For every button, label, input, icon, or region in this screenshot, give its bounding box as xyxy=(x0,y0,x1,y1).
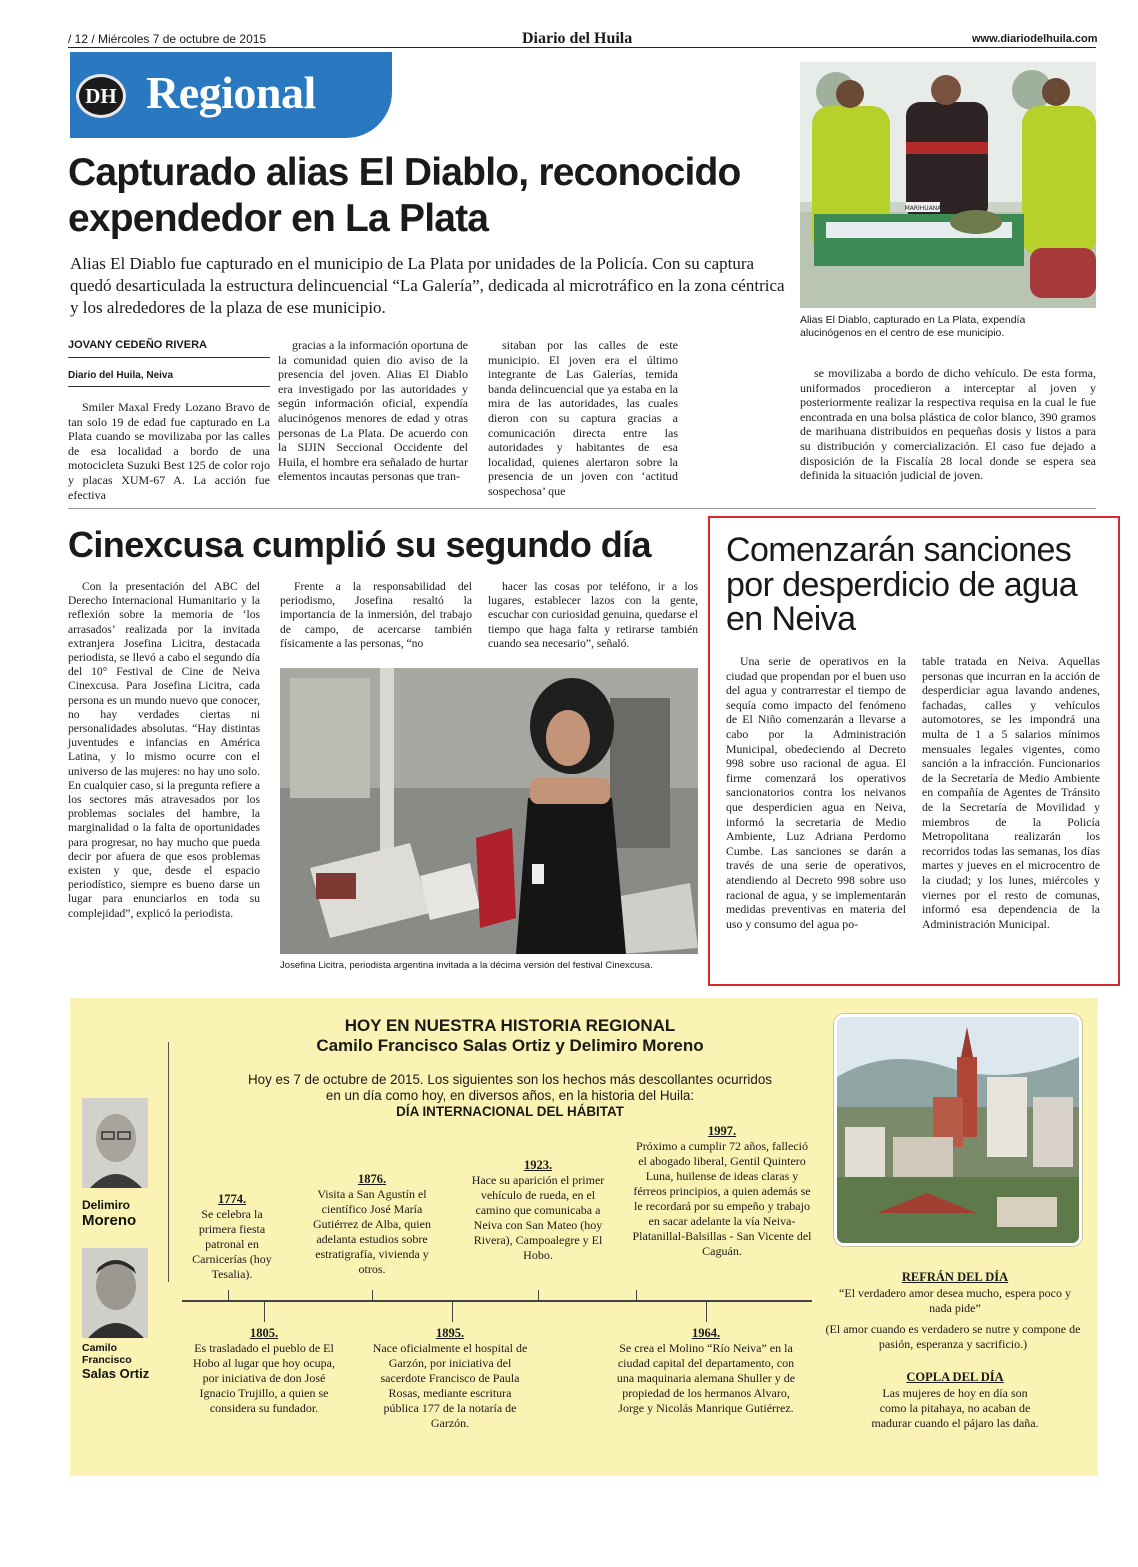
byline-rule-bottom xyxy=(68,386,270,387)
timeline-tick xyxy=(636,1290,637,1302)
timeline-tick xyxy=(706,1302,707,1322)
person2-last-name: Salas Ortiz xyxy=(82,1366,150,1381)
history-title: HOY EN NUESTRA HISTORIA REGIONAL Camilo Francisco Salas Ortiz y Delimiro Moreno xyxy=(200,1016,820,1056)
article-column-2: gracias a la información oportuna de la comunidad quien dio aviso de la presencia del joven. Alias El Diablo era investigado por las autoridades y según información oficial, expendía alucinógenos menores de edad y otras personas de La Plata. De acuerdo con la SIJIN Seccional Occidente del Huila, el hombre era señalado de hurtar elementos incautas personas que tran- xyxy=(278,338,468,484)
person1-first-name: Delimiro xyxy=(82,1198,131,1212)
history-event: 1997. Próximo a cumplir 72 años, falleció el abogado liberal, Gentil Quintero Luna, huilense de ideas claras y férreos principios, a quien además se le recordará por su empeño y trabajo en sacar adelante la vía Neiva-Platanillal-Balsillas - San Vicente del Caguán. xyxy=(632,1124,812,1258)
portrait-camilo-salas xyxy=(82,1248,148,1338)
photo-caption: Alias El Diablo, capturado en La Plata, expendía alucinógenos en el centro de ese municipio. xyxy=(800,314,1026,339)
timeline-tick xyxy=(538,1290,539,1302)
history-event: 1964. Se crea el Molino “Río Neiva” en la ciudad capital del departamento, con una maquinaria alemana Shuller y de propiedad de los hermanos Alvaro, Jorge y Nicolás Manrique Gutiérrez. xyxy=(616,1326,796,1415)
byline-place: Diario del Huila, Neiva xyxy=(68,370,174,381)
article-column-4: se movilizaba a bordo de dicho vehículo. De esta forma, uniformados procedieron a interceptar al joven y posteriormente realizar la respectiva requisa en la cual le fue encontrada en una bolsa plástica de color blanco, 390 gramos de marihuana distribuidos en pequeñas dosis y listos a para su distribución y comercialización. El caso fue dejado a disposición de la Fiscalía 28 local donde se espera sea definida la situación judicial de joven. xyxy=(800,366,1096,483)
cinexcusa-column-1: Con la presentación del ABC del Derecho Internacional Humanitario y la reflexión sobre la memoria de ‘los arrasados’ realizada por la invitada extranjera Josefina Licitra, destacada periodista, se llevó a cabo el segundo día del 10° Festival de Cine de Neiva Cinexcusa. Para Josefina Licitra, cada persona es un mundo nuevo que conocer, no hay verdades ciertas ni personalidades absolutas. “Hay distintas juventudes e infancias en América Latina, y lo mismo ocurre con el universo de las mujeres: no hay uno solo. En cualquier caso, si la pregunta refiere a los sectores más atravesados por los problemas sociales del hambre, la marginalidad o la falta de oportunidades para progresar, no hay mucho que pueda decir por afuera de que esos problemas existen y que, desde el espacio periodístico, siempre es bueno darse un lugar para enunciarlos en toda su complejidad”, explicó la periodista. xyxy=(68,580,260,920)
history-intro-bold: DÍA INTERNACIONAL DEL HÁBITAT xyxy=(396,1104,624,1119)
section-name: Regional xyxy=(146,67,316,118)
cinexcusa-headline: Cinexcusa cumplió su segundo día xyxy=(68,524,651,565)
article-lead: Alias El Diablo fue capturado en el municipio de La Plata por unidades de la Policía. Con su captura quedó desarticulada la estructura delincuencial “La Galería”, dedicada al microtráfico en la zona céntrica y los alrededores de la plaza de ese municipio. xyxy=(70,254,785,317)
history-event: 1895. Nace oficialmente el hospital de Garzón, por iniciativa del sacerdote Francisco de Paula Rosas, mediante escritura pública 177 de la notaría de Garzón. xyxy=(372,1326,528,1430)
masthead: Diario del Huila xyxy=(522,30,633,47)
article-column-3: sitaban por las calles de este municipio. El joven era el último integrante de Las Galerías, temida banda delincuencial que ya estaba en la mira de las autoridades, las cuales dieron con su captura gracias a comunicación directa entre las autoridades y habitantes de esa localidad, quienes alertaron sobre la presencia de un joven con ‘actitud sospechosa’ que xyxy=(488,338,678,498)
header-rule xyxy=(68,47,1096,48)
timeline-tick xyxy=(228,1290,229,1302)
site-url[interactable]: www.diariodelhuila.com xyxy=(972,33,1098,45)
timeline-tick xyxy=(452,1302,453,1322)
byline-rule xyxy=(68,357,270,358)
neiva-city-image xyxy=(837,1017,1079,1243)
history-event: 1923. Hace su aparición el primer vehículo de rueda, en el camino que comunicaba a Neiva con San Mateo (hoy Rivera), Campoalegre y El Hobo. xyxy=(471,1158,605,1262)
refran-note: (El amor cuando es verdadero se nutre y compone de pasión, esperanza y sacrificio.) xyxy=(825,1322,1081,1351)
cinexcusa-column-2: Frente a la responsabilidad del periodismo, Josefina resaltó la importancia de la inmersión, del trabajo de campo, de acercarse también físicamente a las personas, “no xyxy=(280,580,472,650)
refran-text: “El verdadero amor desea mucho, espera poco y nada pide” xyxy=(839,1286,1071,1315)
portrait-delimiro-moreno xyxy=(82,1098,148,1188)
timeline-tick xyxy=(264,1302,265,1322)
portrait-camilo-image xyxy=(82,1248,148,1338)
history-event: 1876. Visita a San Agustín el científico José María Gutiérrez de Alba, quien adelanta estudios sobre estratigrafía, vivienda y otros. xyxy=(313,1172,431,1276)
history-event: 1805. Es trasladado el pueblo de El Hobo al lugar que hoy ocupa, por iniciativa de don José Ignacio Trujillo, a quien se considera su fundador. xyxy=(193,1326,335,1415)
copla-title: COPLA DEL DÍA xyxy=(906,1370,1004,1384)
water-column-2: table tratada en Neiva. Aquellas personas que incurran en la acción de desperdiciar agua lavando andenes, fachadas, calles y vehículos automotores, se les impondrá una multa de 1 a 5 salarios mínimos mensuales legales vigentes, como sanción a la infracción. Funcionarios de la Secretaría de Medio Ambiente en compañía de Agentes de Tránsito de la Secretaría de Movilidad y miembros de la Policía Metropolitana realizarán los recorridos todas las semanas, los días martes y jueves en el microcentro de la ciudad; y los lunes, miércoles y viernes por el resto de comunas, informó esa dependencia de la Administración Municipal. xyxy=(922,654,1100,931)
article-headline: Capturado alias El Diablo, reconocido expendedor en La Plata xyxy=(68,151,741,240)
history-timeline xyxy=(182,1300,812,1302)
history-event: 1774. Se celebra la primera fiesta patronal en Carnicerías (hoy Tesalia). xyxy=(192,1192,272,1281)
person2-first-name: Camilo Francisco xyxy=(82,1342,132,1366)
journalist-photo-image xyxy=(280,668,698,954)
byline: JOVANY CEDEÑO RIVERA xyxy=(68,339,207,351)
article-column-1: Smiler Maxal Fredy Lozano Bravo de tan solo 19 de edad fue capturado en La Plata cuando se movilizaba por las calles de esa localidad a bordo de una motocicleta Suzuki Best 125 de color rojo y placas XUM-67 A. La acción fue efectiva xyxy=(68,400,270,502)
arrest-photo xyxy=(800,62,1096,308)
copla-text: Las mujeres de hoy en día son como la pitahaya, no acaban de madurar cuando el pájaro las daña. xyxy=(871,1386,1039,1430)
person1-last-name: Moreno xyxy=(82,1212,137,1229)
refran-title: REFRÁN DEL DÍA xyxy=(901,1270,1009,1284)
dh-logo: DH xyxy=(76,74,126,118)
water-column-1: Una serie de operativos en la ciudad que propendan por el buen uso del agua y contrarrestar el tiempo de sequía como impacto del fenómeno de El Niño comenzarán a llevarse a cabo por la Administración Municipal, obedeciendo al Decreto 998 sobre uso racional de agua. El firme comenzará los operativos sancionatorios contra los neivanos que desperdicien agua en Neiva, informó la secretaria de Medio Ambiente, Luz Adriana Perdomo Cumbe. Las sanciones se darán a través de una serie de operativos, atendiendo al Decreto 998 sobre uso racional de agua, y se implementarán medidas preventivas en materia del uso y consumo del agua po- xyxy=(726,654,906,931)
arrest-photo-image xyxy=(800,62,1096,308)
page-folio: / 12 / Miércoles 7 de octubre de 2015 xyxy=(68,32,267,46)
history-intro: Hoy es 7 de octubre de 2015. Los siguientes son los hechos más descollantes ocurridos en un día como hoy, en diversos años, en la historia del Huila: DÍA INTERNACIONAL DEL HÁBITAT xyxy=(247,1072,773,1119)
portrait-delimiro-image xyxy=(82,1098,148,1188)
neiva-city-photo xyxy=(834,1014,1082,1246)
journalist-photo xyxy=(280,668,698,954)
water-headline: Comenzarán sanciones por desperdicio de agua en Neiva xyxy=(726,531,1078,638)
timeline-tick xyxy=(372,1290,373,1302)
journalist-caption: Josefina Licitra, periodista argentina invitada a la décima versión del festival Cinexcusa. xyxy=(280,960,653,971)
history-divider xyxy=(168,1042,169,1282)
history-subtitle: Camilo Francisco Salas Ortiz y Delimiro Moreno xyxy=(316,1036,704,1055)
cinexcusa-column-3: hacer las cosas por teléfono, ir a los lugares, establecer lazos con la gente, escuchar con curiosidad genuina, quedarse el tiempo que haga falta y retirarse también cuando sea necesario”, señaló. xyxy=(488,580,698,650)
section-divider xyxy=(68,508,1096,509)
evidence-label: MARIHUANA xyxy=(904,205,942,212)
